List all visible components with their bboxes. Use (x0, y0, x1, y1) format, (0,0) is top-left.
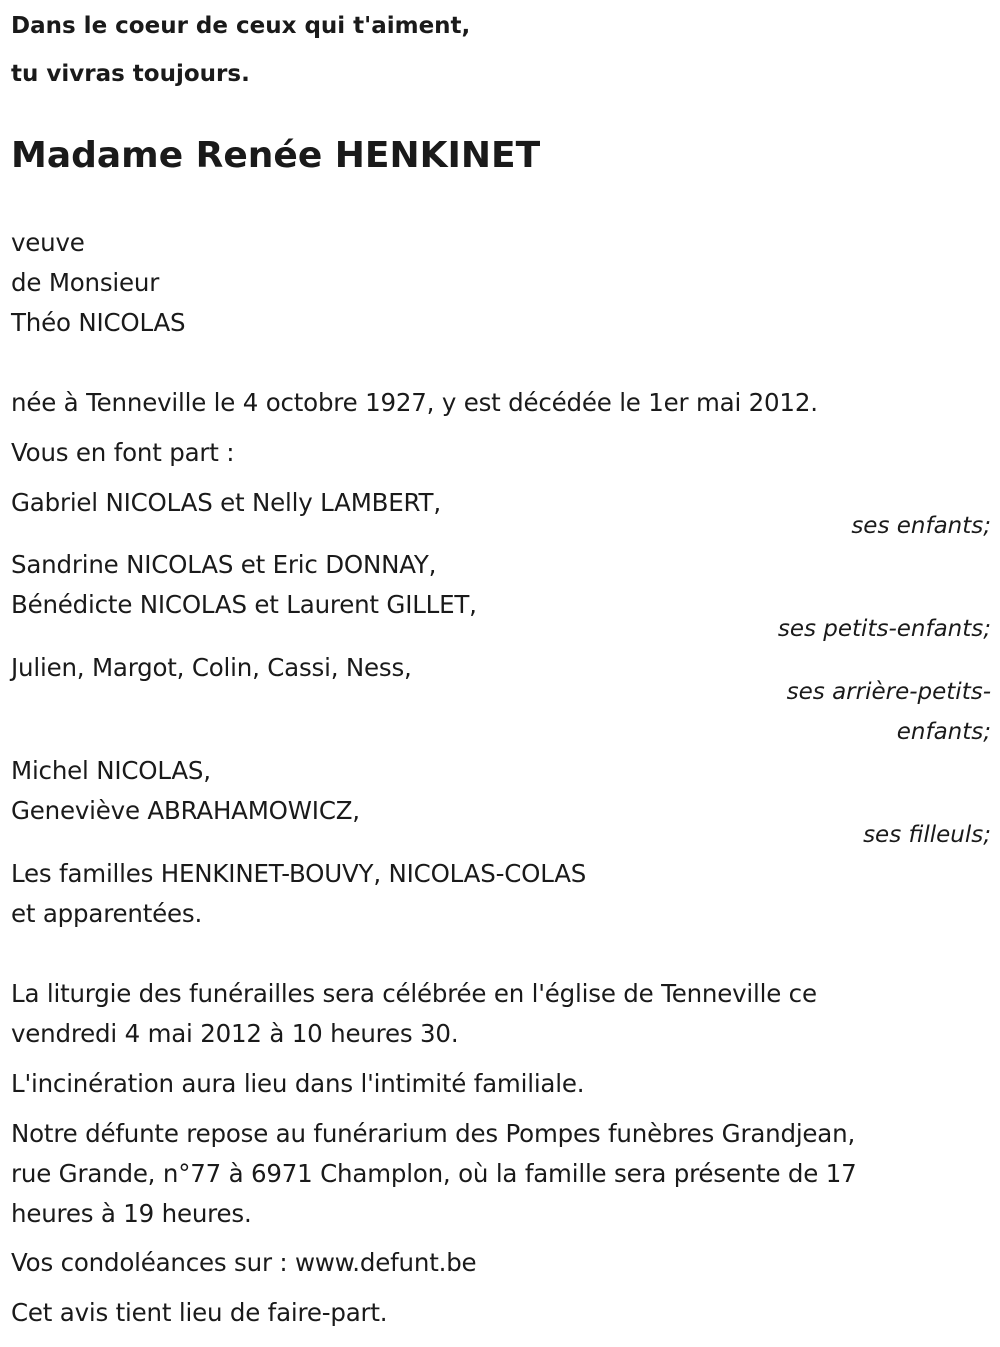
birth-death-dates: née à Tenneville le 4 octobre 1927, y est décédée le 1er mai 2012. (11, 388, 818, 417)
grandchildren-names-1: Sandrine NICOLAS et Eric DONNAY, (11, 550, 437, 579)
cremation-line: L'incinération aura lieu dans l'intimité familiale. (11, 1069, 585, 1098)
spouse-line-2: de Monsieur (11, 268, 160, 297)
godchildren-names-2: Geneviève ABRAHAMOWICZ, (11, 796, 360, 825)
great-grandchildren-names: Julien, Margot, Colin, Cassi, Ness, (11, 653, 412, 682)
funerarium-line-1: Notre défunte repose au funérarium des Pompes funèbres Grandjean, (11, 1119, 856, 1148)
liturgy-line-2: vendredi 4 mai 2012 à 10 heures 30. (11, 1019, 459, 1048)
great-grandchildren-relation-1: ses arrière-petits- (786, 679, 991, 705)
grandchildren-names-2: Bénédicte NICOLAS et Laurent GILLET, (11, 590, 477, 619)
children-names: Gabriel NICOLAS et Nelly LAMBERT, (11, 488, 441, 517)
notice-line: Cet avis tient lieu de faire-part. (11, 1298, 388, 1327)
announcement-line: Vous en font part : (11, 438, 235, 467)
grandchildren-relation: ses petits-enfants; (777, 616, 991, 642)
children-relation: ses enfants; (851, 513, 991, 539)
families-line-2: et apparentées. (11, 899, 203, 928)
condolences-line: Vos condoléances sur : www.defunt.be (11, 1248, 477, 1277)
epigraph-line-1: Dans le coeur de ceux qui t'aiment, (11, 13, 471, 39)
epigraph-line-2: tu vivras toujours. (11, 61, 250, 87)
godchildren-relation: ses filleuls; (863, 822, 991, 848)
families-line-1: Les familles HENKINET-BOUVY, NICOLAS-COLAS (11, 859, 587, 888)
godchildren-names-1: Michel NICOLAS, (11, 756, 211, 785)
funerarium-line-2: rue Grande, n°77 à 6971 Champlon, où la famille sera présente de 17 (11, 1159, 857, 1188)
great-grandchildren-relation-2: enfants; (896, 719, 991, 745)
spouse-line-1: veuve (11, 228, 85, 257)
funerarium-line-3: heures à 19 heures. (11, 1199, 252, 1228)
spouse-line-3: Théo NICOLAS (11, 308, 186, 337)
liturgy-line-1: La liturgie des funérailles sera célébrée en l'église de Tenneville ce (11, 979, 817, 1008)
deceased-name: Madame Renée HENKINET (11, 135, 541, 176)
